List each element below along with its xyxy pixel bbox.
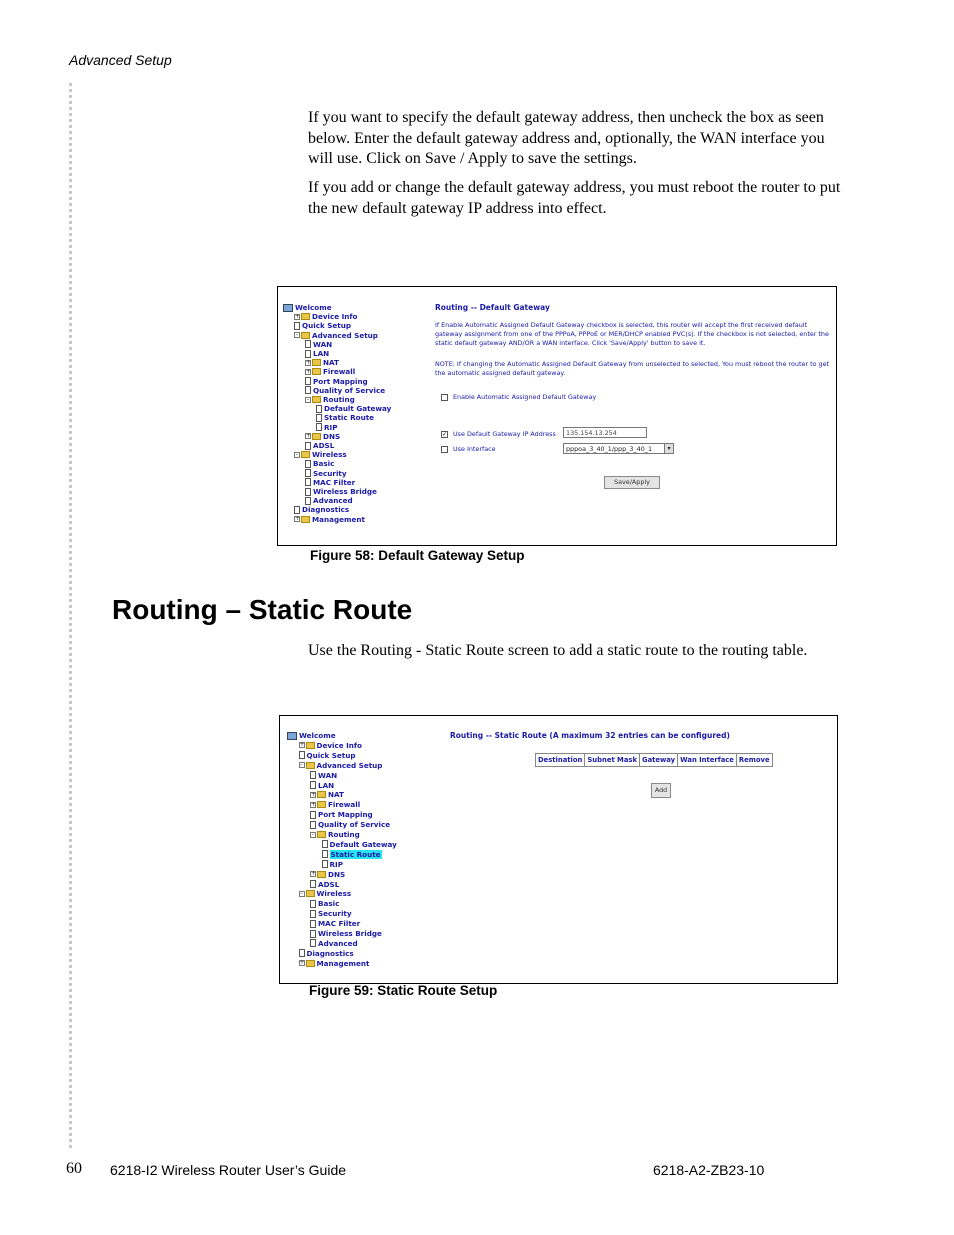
tree-item-label: WAN [313, 339, 333, 349]
tree-item-label: Routing [328, 830, 360, 839]
folder-icon [301, 451, 310, 458]
use-interface-label: Use Interface [453, 445, 496, 453]
tree-item-default-gateway[interactable] [322, 840, 397, 849]
tree-item-label: Basic [318, 899, 340, 909]
tree-item-nat[interactable] [310, 790, 344, 799]
screen-title: Routing -- Static Route (A maximum 32 entries can be configured) [450, 731, 730, 740]
monitor-icon [283, 304, 293, 312]
tree-item-welcome[interactable] [283, 303, 332, 312]
tree-item-label: Quality of Service [318, 820, 391, 830]
tree-item-wan[interactable] [310, 771, 337, 780]
tree-item-mac-filter[interactable] [310, 919, 360, 928]
tree-item-label: Advanced [318, 938, 358, 948]
page-icon [305, 350, 311, 358]
tree-item-advanced-setup[interactable] [299, 761, 383, 770]
page-icon [310, 771, 316, 779]
tree-item-label: Wireless Bridge [318, 929, 382, 938]
tree-item-static-route[interactable] [322, 850, 382, 859]
tree-item-basic[interactable] [305, 459, 334, 468]
tree-item-wireless-bridge[interactable] [305, 487, 377, 496]
page-icon [310, 880, 316, 888]
page-icon [294, 322, 300, 330]
tree-item-wan[interactable] [305, 340, 332, 349]
use-gateway-label: Use Default Gateway IP Address [453, 430, 556, 438]
tree-item-label: MAC Filter [313, 477, 356, 487]
tree-item-label: Wireless [316, 889, 352, 899]
tree-item-nat[interactable] [305, 358, 339, 367]
column-header-gateway: Gateway [639, 754, 677, 767]
static-route-table [535, 753, 773, 767]
tree-item-label: Default Gateway [324, 404, 392, 414]
page-icon [310, 930, 316, 938]
page-icon [310, 811, 316, 819]
expand-icon[interactable]: + [299, 741, 305, 749]
folder-icon [301, 332, 310, 339]
page-icon [316, 423, 322, 431]
tree-item-advanced-setup[interactable] [294, 331, 378, 340]
tree-item-welcome[interactable] [287, 731, 336, 740]
screen-note: NOTE: If changing the Automatic Assigned Default Gateway from unselected to selected, You must reboot the router to get the automatic assigned default gateway. [435, 360, 830, 377]
tree-item-management[interactable] [294, 515, 365, 524]
checkbox-unchecked-icon [441, 446, 448, 453]
tree-item-label: Firewall [323, 367, 356, 377]
page-icon [305, 488, 311, 496]
page-icon [305, 497, 311, 505]
tree-item-label: Security [313, 468, 347, 478]
tree-item-label: ADSL [318, 879, 340, 889]
tree-item-label: Quality of Service [313, 385, 386, 395]
margin-dotted-rule [69, 83, 72, 1148]
tree-item-quality-of-service[interactable] [310, 820, 390, 829]
tree-item-label: WAN [318, 770, 338, 780]
tree-item-port-mapping[interactable] [310, 810, 373, 819]
tree-item-rip[interactable] [322, 860, 343, 869]
paragraph-reboot-note: If you add or change the default gateway address, you must reboot the router to put the new default gateway IP address into effect. [308, 179, 841, 217]
tree-item-advanced[interactable] [305, 496, 353, 505]
figure-58-caption: Figure 58: Default Gateway Setup [310, 548, 525, 563]
expand-icon[interactable]: + [295, 312, 301, 320]
tree-item-device-info[interactable] [299, 741, 362, 750]
document-code: 6218-A2-ZB23-10 [653, 1162, 765, 1178]
tree-item-adsl[interactable] [310, 880, 339, 889]
collapse-icon[interactable]: - [300, 889, 303, 897]
expand-icon[interactable]: + [299, 959, 305, 967]
tree-item-dns[interactable] [310, 870, 345, 879]
section-heading: Routing – Static Route [112, 594, 413, 625]
tree-item-label: Basic [313, 459, 335, 469]
collapse-icon[interactable]: - [295, 331, 299, 339]
tree-item-label: Firewall [328, 800, 361, 810]
tree-item-label: Routing [323, 395, 355, 404]
page-icon [305, 460, 311, 468]
page-icon [310, 821, 316, 829]
enable-auto-gateway-label: Enable Automatic Assigned Default Gateway [453, 393, 597, 401]
folder-icon [306, 890, 315, 897]
tree-item-wireless[interactable] [294, 450, 347, 459]
tree-item-mac-filter[interactable] [305, 478, 355, 487]
page-icon [310, 939, 316, 947]
collapse-icon[interactable]: - [300, 761, 303, 769]
expand-icon[interactable]: + [311, 790, 317, 798]
gateway-ip-input[interactable]: 135.154.13.254 [563, 427, 647, 438]
page-icon [310, 910, 316, 918]
monitor-icon [287, 732, 297, 740]
tree-item-adsl[interactable] [305, 441, 334, 450]
tree-item-management[interactable] [299, 959, 370, 968]
tree-item-label: Device Info [316, 740, 362, 750]
page-icon [305, 386, 311, 394]
use-interface-checkbox[interactable] [441, 445, 496, 453]
page-icon [305, 478, 311, 486]
column-header-wan-interface: Wan Interface [678, 754, 737, 767]
tree-item-label: Management [312, 514, 365, 524]
tree-item-label: Static Route [330, 849, 381, 859]
collapse-icon[interactable]: - [295, 450, 299, 458]
paragraph-gateway-intro: If you want to specify the default gateway address, then uncheck the box as seen below. Enter the default gateway address and, optionally, the WAN interface you will use. Click on Save / Apply to save the settings. [308, 109, 825, 167]
tree-item-label: RIP [329, 859, 343, 869]
page-icon [294, 506, 300, 514]
expand-icon[interactable]: + [311, 870, 317, 878]
tree-item-label: Advanced Setup [316, 760, 383, 770]
collapse-icon[interactable]: - [306, 395, 310, 403]
page-icon [310, 920, 316, 928]
tree-item-label: Diagnostics [306, 948, 354, 958]
tree-item-advanced[interactable] [310, 939, 358, 948]
folder-icon [306, 742, 315, 749]
tree-item-label: NAT [328, 790, 344, 800]
page-icon [316, 414, 322, 422]
tree-item-quick-setup[interactable] [299, 751, 356, 760]
tree-item-quick-setup[interactable] [294, 321, 351, 330]
tree-item-dns[interactable] [305, 432, 340, 441]
expand-icon[interactable]: + [306, 367, 312, 375]
tree-item-default-gateway[interactable] [316, 404, 391, 413]
running-header: Advanced Setup [69, 52, 172, 68]
column-header-remove: Remove [736, 754, 772, 767]
tree-item-label: ADSL [313, 441, 335, 450]
page-icon [322, 840, 328, 848]
tree-item-security[interactable] [305, 469, 347, 478]
tree-item-static-route[interactable] [316, 413, 374, 422]
column-header-destination: Destination [536, 754, 585, 767]
page-icon [305, 469, 311, 477]
tree-item-device-info[interactable] [294, 312, 357, 321]
page-icon [316, 405, 322, 413]
collapse-icon[interactable]: - [311, 830, 315, 838]
save-apply-button[interactable]: Save/Apply [604, 476, 660, 489]
page-icon [305, 377, 311, 385]
page-icon [299, 751, 305, 759]
tree-item-label: Welcome [295, 303, 332, 312]
guide-title: 6218-I2 Wireless Router User’s Guide [110, 1162, 347, 1178]
folder-icon [306, 762, 315, 769]
folder-icon [312, 359, 321, 366]
tree-item-diagnostics[interactable] [294, 505, 349, 514]
page-number: 60 [66, 1160, 82, 1177]
tree-item-label: Diagnostics [302, 505, 350, 515]
tree-item-label: Advanced [313, 496, 353, 506]
tree-item-label: LAN [318, 780, 335, 790]
tree-item-label: Management [316, 958, 370, 968]
use-gateway-checkbox[interactable] [441, 430, 556, 438]
tree-item-label: DNS [323, 431, 341, 441]
expand-icon[interactable]: + [306, 432, 312, 440]
interface-select-value: pppoa_3_40_1/ppp_3_40_1 [566, 445, 653, 453]
tree-item-label: MAC Filter [318, 919, 361, 929]
page-icon [322, 850, 328, 858]
tree-item-label: Wireless Bridge [313, 487, 377, 496]
folder-icon [301, 516, 310, 523]
tree-item-wireless-bridge[interactable] [310, 929, 382, 938]
page-icon [310, 900, 316, 908]
tree-item-label: Port Mapping [313, 376, 368, 386]
add-button[interactable]: Add [651, 783, 671, 798]
tree-item-label: DNS [328, 869, 346, 879]
paragraph-static-route-intro: Use the Routing - Static Route screen to add a static route to the routing table. [308, 642, 808, 659]
expand-icon[interactable]: + [295, 515, 301, 523]
tree-item-diagnostics[interactable] [299, 949, 354, 958]
page-icon [305, 340, 311, 348]
tree-item-label: RIP [324, 422, 338, 432]
tree-item-lan[interactable] [305, 349, 329, 358]
tree-item-security[interactable] [310, 909, 352, 918]
expand-icon[interactable]: + [311, 800, 317, 808]
tree-item-label: Welcome [299, 731, 336, 740]
tree-item-label: Security [318, 909, 352, 919]
enable-auto-gateway-checkbox[interactable] [441, 393, 596, 401]
tree-item-label: Quick Setup [306, 750, 356, 760]
tree-item-lan[interactable] [310, 781, 334, 790]
figure-static-route [279, 715, 838, 984]
tree-item-label: Wireless [312, 450, 347, 460]
folder-icon [306, 960, 315, 967]
folder-icon [317, 801, 326, 808]
page-icon [322, 860, 328, 868]
tree-item-label: Advanced Setup [312, 330, 378, 340]
page-icon [299, 949, 305, 957]
folder-icon [317, 871, 326, 878]
tree-item-wireless[interactable] [299, 889, 352, 898]
checkbox-unchecked-icon [441, 394, 448, 401]
figure-default-gateway [277, 286, 837, 546]
folder-icon [312, 368, 321, 375]
tree-item-routing[interactable] [305, 395, 355, 404]
folder-icon [312, 433, 321, 440]
chevron-down-icon: ▾ [664, 444, 673, 453]
checkbox-checked-icon: ✓ [442, 430, 448, 438]
tree-item-firewall[interactable] [310, 800, 360, 809]
screen-title: Routing -- Default Gateway [435, 303, 550, 312]
tree-item-routing[interactable] [310, 830, 360, 839]
tree-item-quality-of-service[interactable] [305, 386, 385, 395]
folder-icon [317, 831, 326, 838]
tree-item-label: Static Route [324, 413, 375, 423]
screen-description: If Enable Automatic Assigned Default Gateway checkbox is selected, this router will accept the first received default gateway assignment from one of the PPPoA, PPPoE or MER/DHCP enabled PVC(s). If the checkbox is not selected, enter the static default gateway AND/OR a WAN interface. Click 'Save/Apply' button to save it. [435, 321, 829, 347]
folder-icon [317, 791, 326, 798]
page-icon [305, 442, 311, 450]
tree-item-port-mapping[interactable] [305, 377, 368, 386]
tree-item-label: LAN [313, 349, 330, 358]
folder-icon [312, 396, 321, 403]
folder-icon [301, 313, 310, 320]
interface-select[interactable] [563, 443, 674, 454]
table-header-row [536, 754, 773, 767]
tree-item-label: Default Gateway [329, 839, 397, 849]
figure-59-caption: Figure 59: Static Route Setup [309, 983, 498, 998]
tree-item-rip[interactable] [316, 423, 337, 432]
page-icon [310, 781, 316, 789]
tree-item-firewall[interactable] [305, 367, 355, 376]
tree-item-label: Device Info [312, 312, 358, 322]
tree-item-label: Port Mapping [318, 810, 373, 820]
column-header-subnet-mask: Subnet Mask [585, 754, 640, 767]
expand-icon[interactable]: + [306, 358, 312, 366]
tree-item-basic[interactable] [310, 899, 339, 908]
tree-item-label: Quick Setup [302, 321, 351, 331]
tree-item-label: NAT [323, 358, 339, 368]
